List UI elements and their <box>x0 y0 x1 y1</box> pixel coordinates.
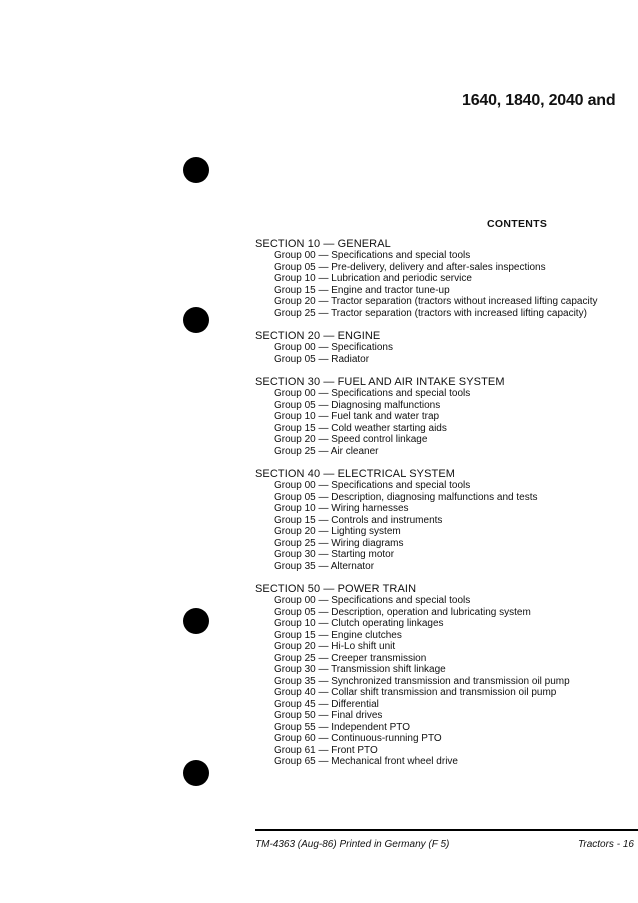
group-entry: Group 40 — Collar shift transmission and transmission oil pump <box>274 687 557 698</box>
binder-hole <box>183 157 209 183</box>
group-entry: Group 20 — Lighting system <box>274 526 401 537</box>
group-entry: Group 00 — Specifications <box>274 342 393 353</box>
group-entry: Group 10 — Clutch operating linkages <box>274 618 444 629</box>
group-list <box>255 595 638 768</box>
group-entry: Group 35 — Synchronized transmission and transmission oil pump <box>274 675 570 687</box>
group-entry: Group 05 — Description, operation and lubricating system <box>274 606 531 618</box>
group-entry: Group 05 — Description, diagnosing malfunctions and tests <box>274 491 538 503</box>
section-title: SECTION 30 — FUEL AND AIR INTAKE SYSTEM <box>255 376 505 388</box>
group-entry: Group 20 — Speed control linkage <box>274 434 428 445</box>
group-entry: Group 25 — Creeper transmission <box>274 652 427 664</box>
footer-publication-info: TM-4363 (Aug-86) Printed in Germany (F 5) <box>255 839 450 850</box>
table-of-contents <box>255 238 638 779</box>
document-title: 1640, 1840, 2040 and <box>462 92 616 109</box>
group-entry: Group 25 — Air cleaner <box>274 445 379 457</box>
section-title: SECTION 10 — GENERAL <box>255 238 391 250</box>
group-entry: Group 15 — Cold weather starting aids <box>274 422 447 434</box>
group-entry: Group 00 — Specifications and special tools <box>274 250 471 261</box>
section-title: SECTION 50 — POWER TRAIN <box>255 583 417 595</box>
group-entry: Group 35 — Alternator <box>274 560 375 572</box>
group-entry: Group 20 — Tractor separation (tractors without increased lifting capacity <box>274 296 598 307</box>
toc-section <box>255 468 638 572</box>
group-entry: Group 00 — Specifications and special tools <box>274 480 471 491</box>
binder-hole <box>183 760 209 786</box>
section-title: SECTION 40 — ELECTRICAL SYSTEM <box>255 468 456 480</box>
group-entry: Group 45 — Differential <box>274 698 379 710</box>
toc-section <box>255 238 638 319</box>
group-entry: Group 20 — Hi-Lo shift unit <box>274 641 396 652</box>
group-entry: Group 10 — Lubrication and periodic service <box>274 273 472 284</box>
group-entry: Group 60 — Continuous-running PTO <box>274 733 442 744</box>
group-entry: Group 05 — Pre-delivery, delivery and after-sales inspections <box>274 261 546 273</box>
group-list <box>255 342 638 365</box>
group-entry: Group 30 — Transmission shift linkage <box>274 664 446 675</box>
group-entry: Group 10 — Wiring harnesses <box>274 503 409 514</box>
group-entry: Group 55 — Independent PTO <box>274 721 411 733</box>
group-entry: Group 10 — Fuel tank and water trap <box>274 411 440 422</box>
group-entry: Group 15 — Controls and instruments <box>274 514 443 526</box>
group-entry: Group 15 — Engine clutches <box>274 629 402 641</box>
group-entry: Group 00 — Specifications and special tools <box>274 595 471 606</box>
toc-section <box>255 583 638 768</box>
binder-hole <box>183 307 209 333</box>
toc-section <box>255 376 638 457</box>
group-entry: Group 25 — Wiring diagrams <box>274 537 404 549</box>
toc-section <box>255 330 638 365</box>
group-entry: Group 05 — Diagnosing malfunctions <box>274 399 441 411</box>
group-entry: Group 00 — Specifications and special tools <box>274 388 471 399</box>
section-title: SECTION 20 — ENGINE <box>255 330 381 342</box>
group-list <box>255 250 638 319</box>
contents-heading: CONTENTS <box>487 218 548 230</box>
group-entry: Group 50 — Final drives <box>274 710 383 721</box>
group-entry: Group 05 — Radiator <box>274 353 370 365</box>
group-entry: Group 15 — Engine and tractor tune-up <box>274 284 450 296</box>
footer-divider <box>255 829 638 831</box>
binder-hole <box>183 608 209 634</box>
group-entry: Group 30 — Starting motor <box>274 549 395 560</box>
group-list <box>255 388 638 457</box>
group-entry: Group 65 — Mechanical front wheel drive <box>274 756 458 767</box>
group-list <box>255 480 638 572</box>
group-entry: Group 25 — Tractor separation (tractors with increased lifting capacity) <box>274 307 587 319</box>
group-entry: Group 61 — Front PTO <box>274 744 378 756</box>
footer-product-name: Tractors - 16 <box>578 839 634 850</box>
